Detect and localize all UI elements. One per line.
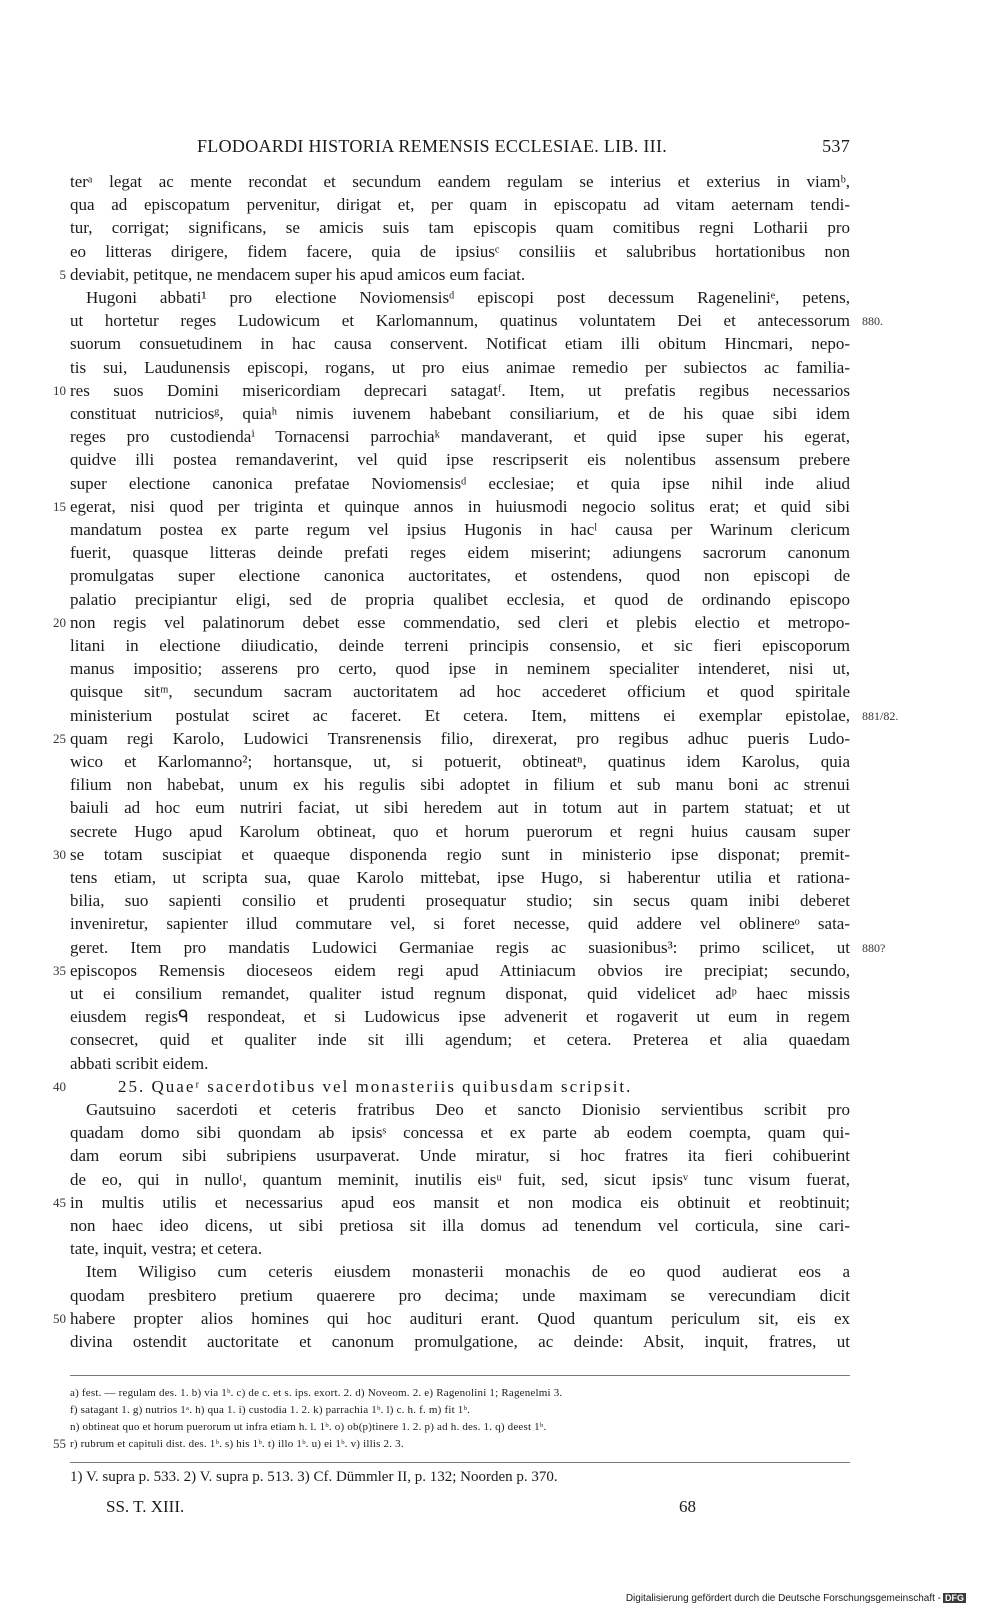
text-line: litani in electione diiudicatio, deinde terreni principis consensio, et sic fieri episcoporum xyxy=(70,636,850,655)
text-line: tis sui, Laudunensis episcopi, rogans, ut pro eius animae remedio per subiectos ac familia- xyxy=(70,357,850,377)
line-number: 15 xyxy=(53,498,66,514)
footnote-line: n) obtineat quo et horum puerorum ut infra etiam h. l. 1ᵇ. o) ob(p)tinere 1. 2. p) ad h. des. 1. q) deest 1ᵇ. xyxy=(70,1421,547,1433)
text-line: geret. Item pro mandatis Ludowici Germaniae regis ac suasionibus³: primo scilicet, ut xyxy=(70,937,850,957)
line-number: 45 xyxy=(53,1194,66,1210)
text-line: tur, corrigat; significans, se amicis suis tam episcopis quam comitibus regni Lotharii pro xyxy=(70,218,850,238)
text-line: promulgatas super electione canonica auctoritates, et ostendens, quod non episcopi de xyxy=(70,566,850,586)
footnote-separator xyxy=(70,1375,850,1376)
text-line: tate, inquit, vestra; et cetera. xyxy=(70,1239,263,1259)
text-line: bilia, suo sapienti consilio et prudenti prosequatur studio; sin secus quam inibi deberet xyxy=(70,891,850,911)
text-line: tens etiam, ut scripta sua, quae Karolo mittebat, ipse Hugo, si haberentur utilia et rationa- xyxy=(70,868,850,887)
text-line: eo litteras dirigere, fidem facere, quia de ipsiusᶜ consiliis et salubribus hortationibus non xyxy=(70,241,850,261)
running-header xyxy=(70,136,850,160)
text-line: quidve illi postea remandaverint, vel quid ipse rescripserit eis nolentibus assensum prebere xyxy=(70,450,850,470)
chapter-heading: 25. Quaeʳ sacerdotibus vel monasteriis quibusdam scripsit. xyxy=(118,1076,633,1096)
volume-signature: SS. T. XIII. xyxy=(106,1497,185,1516)
text-line: filium non habebat, unum ex his regulis sibi adoptet in filium et sub manu boni ac strenui xyxy=(70,775,850,795)
line-number: 25 xyxy=(53,730,66,746)
text-line: qua ad episcopatum pervenitur, dirigat et, per quam in episcopatu ad vitam aeternam tendi- xyxy=(70,195,850,215)
text-line: quisque sitᵐ, secundum sacram auctoritatem ad hoc accederet officium et quod spiritale xyxy=(70,682,850,702)
text-line: suorum consuetudinem in hac causa conservent. Notificat etiam illi obitum Hincmari, nepo- xyxy=(70,334,850,354)
text-line: abbati scribit eidem. xyxy=(70,1053,209,1073)
page-number: 537 xyxy=(822,136,850,156)
text-line: divina ostendit auctoritate et canonum promulgatione, ac deinde: Absit, inquit, fratres, ut xyxy=(70,1332,850,1351)
references-separator xyxy=(70,1462,850,1463)
digitization-credit xyxy=(626,1593,966,1604)
text-line: ut hortetur reges Ludowicum et Karlomannum, quatinus voluntatem Dei et antecessorum xyxy=(70,311,850,331)
text-line: consecret, quid et qualiter inde sit illi agendum; et cetera. Preterea et alia quaedam xyxy=(70,1030,850,1050)
text-line: non haec ideo dicens, ut sibi pretiosa sit illa domus ad tenendum vel corticula, sine cari- xyxy=(70,1216,850,1235)
footnote-line: a) fest. — regulam des. 1. b) via 1ᵇ. c) de c. et s. ips. exort. 2. d) Noveom. 2. e) Ragenolini 1; Ragenelmi 3. xyxy=(70,1387,563,1399)
text-line: constituat nutriciosᵍ, quiaʰ nimis iuvenem habebant consiliarium, et de his quae sibi idem xyxy=(70,404,850,423)
text-line: secrete Hugo apud Karolum obtineat, quo et horum puerorum et regni huius causam super xyxy=(70,821,850,841)
margin-year: 881/82. xyxy=(862,708,899,723)
footnote-line: f) satagant 1. g) nutrios 1ᵃ. h) qua 1. i) custodia 1. 2. k) parrachia 1ᵇ. l) c. h. f. m) fit 1ᵇ. xyxy=(70,1404,471,1416)
text-line: baiuli ad hoc eum nutriri faciat, ut sibi heredem aut in totum aut in partem statuat; et ut xyxy=(70,798,850,818)
text-line: Item Wiligiso cum ceteris eiusdem monasterii monachis de eo quod audierat eos a xyxy=(86,1262,850,1282)
text-line: quodam presbitero pretium quaerere pro decima; unde maximam se verecundiam dicit xyxy=(70,1285,850,1305)
text-line: egerat, nisi quod per triginta et quinque annos in huiusmodi negocio solitus erat; et quid sibi xyxy=(70,496,850,516)
text-line: palatio precipiantur eligi, sed de propria qualibet ecclesia, et quod de ordinando episcopo xyxy=(70,589,850,609)
text-line: terᵃ legat ac mente recondat et secundum eandem regulam se interius et exterius in viamᵇ, xyxy=(70,172,850,191)
text-line: res suos Domini misericordiam deprecari satagatᶠ. Item, ut prefatis regibus necessarios xyxy=(70,380,850,400)
line-number: 20 xyxy=(53,614,66,630)
text-line: reges pro custodiendaⁱ Tornacensi parrochiaᵏ mandaverant, et quid ipse super his egerat, xyxy=(70,427,850,447)
text-line: ut ei consilium remandet, qualiter istud regnum disponat, quid videlicet adᵖ haec missis xyxy=(70,984,850,1003)
text-line: eiusdem regisᑫ respondeat, et si Ludowicus ipse advenerit et rogaverit ut eum in regem xyxy=(70,1007,850,1027)
text-line: mandatum postea ex parte regum vel ipsius Hugonis in hacˡ causa per Warinum clericum xyxy=(70,520,850,539)
text-line: Gautsuino sacerdoti et ceteris fratribus Deo et sancto Dionisio servientibus scribit pro xyxy=(86,1100,850,1119)
text-line: super electione canonica prefatae Noviomensisᵈ ecclesiae; et quia ipse nihil inde aliud xyxy=(70,473,850,493)
text-line: wico et Karlomanno²; hortansque, ut, si potuerit, obtineatⁿ, quatinus idem Karolus, quia xyxy=(70,752,850,771)
text-line: quam regi Karolo, Ludowici Transrenensis filio, direxerat, pro regibus adhuc pueris Ludo- xyxy=(70,728,850,748)
line-number: 30 xyxy=(53,846,66,862)
text-line: inveniretur, sapienter illud commutare vel, si foret necesse, quid addere vel oblinereᵒ sata- xyxy=(70,914,850,934)
text-line: dam eorum sibi subripiens usurpaverat. Unde miratur, si hoc fratres ita fieri cohibuerint xyxy=(70,1146,850,1166)
line-number: 35 xyxy=(53,962,66,978)
margin-year: 880? xyxy=(862,940,886,955)
sheet-number: 68 xyxy=(679,1497,696,1516)
dfg-logo: DFG xyxy=(945,1593,964,1603)
text-line: fuerit, quasque litteras deinde prefati reges eidem miserint; adiungens sacrorum canonum xyxy=(70,543,850,563)
text-line: quadam domo sibi quondam ab ipsisˢ concessa et ex parte ab eodem coempta, quam qui- xyxy=(70,1123,850,1143)
text-line: in multis utilis et necessarius apud eos mansit et non modica eis obtinuit et reobtinuit; xyxy=(70,1192,850,1212)
line-number: 40 xyxy=(53,1078,66,1094)
text-line: episcopos Remensis dioceseos eidem regi apud Attiniacum obvios ire precipiat; secundo, xyxy=(70,960,850,980)
text-line: non regis vel palatinorum debet esse commendatio, sed cleri et plebis electio et metropo- xyxy=(70,612,850,632)
credit-text: Digitalisierung gefördert durch die Deutsche Forschungsgemeinschaft - xyxy=(625,1593,941,1604)
text-line: Hugoni abbati¹ pro electione Noviomensisᵈ episcopi post decessum Rageneliniᵉ, petens, xyxy=(86,288,850,307)
line-number: 50 xyxy=(53,1310,66,1326)
line-number: 5 xyxy=(59,266,66,282)
margin-year: 880. xyxy=(862,314,883,329)
text-line: de eo, qui in nulloᵗ, quantum meminit, inutilis eisᵘ fuit, sed, sicut ipsisᵛ tunc visum fuerat, xyxy=(70,1169,850,1189)
signature-line xyxy=(106,1497,696,1521)
text-line: habere propter alios homines qui hoc audituri erant. Quod quantum periculum sit, eis ex xyxy=(70,1308,850,1328)
text-line: deviabit, petitque, ne mendacem super his apud amicos eum faciat. xyxy=(70,264,526,284)
footnote-line: r) rubrum et capituli dist. des. 1ᵇ. s) his 1ᵇ. t) illo 1ᵇ. u) ei 1ᵇ. v) illis 2. 3. xyxy=(70,1438,404,1450)
text-line: manus impositio; asserens pro certo, quod ipse in neminem specialiter intenderet, nisi ut, xyxy=(70,659,850,679)
source-references: 1) V. supra p. 533. 2) V. supra p. 513. 3) Cf. Dümmler II, p. 132; Noorden p. 370. xyxy=(70,1469,558,1485)
line-number: 10 xyxy=(53,382,66,398)
text-line: se totam suscipiat et quaeque disponenda regio sunt in ministerio ipse disponat; premit- xyxy=(70,844,850,864)
text-line: ministerium postulat sciret ac faceret. Et cetera. Item, mittens ei exemplar epistolae, xyxy=(70,705,850,725)
line-number: 55 xyxy=(53,1436,66,1451)
running-title: FLODOARDI HISTORIA REMENSIS ECCLESIAE. LIB. III. xyxy=(197,136,668,156)
